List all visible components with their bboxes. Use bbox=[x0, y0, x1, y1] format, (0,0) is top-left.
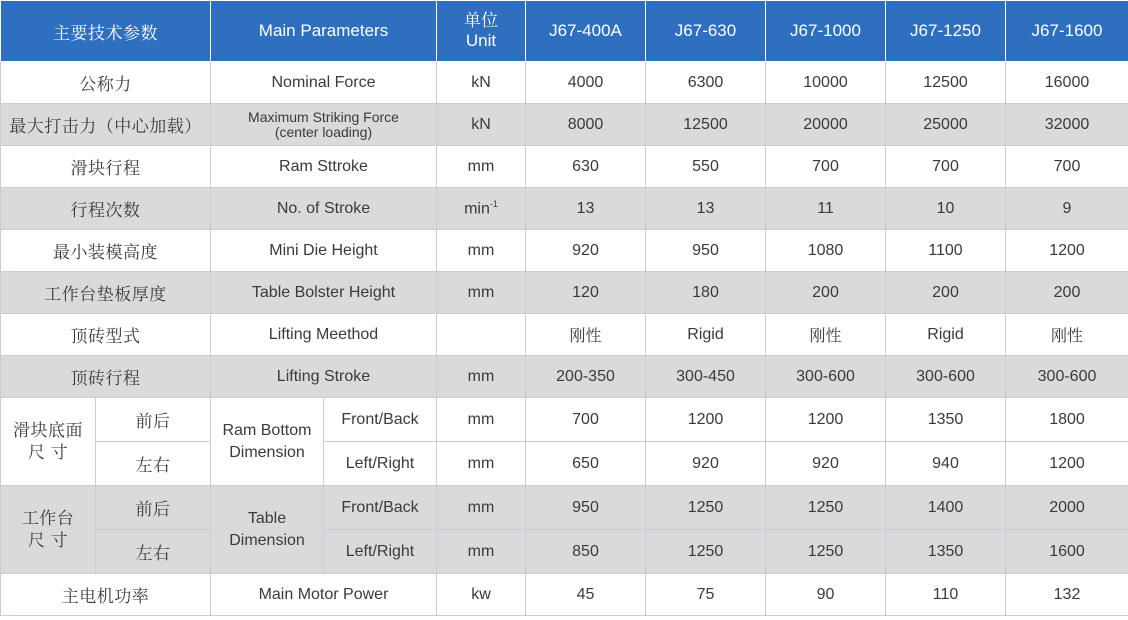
param-unit: mm bbox=[437, 356, 526, 398]
value-cell: 1250 bbox=[766, 530, 886, 574]
header-unit-cn: 单位 bbox=[464, 11, 498, 30]
table-row bbox=[1, 314, 1128, 356]
group-label-line: Table bbox=[247, 509, 287, 527]
param-en: Lifting Meethod bbox=[211, 314, 437, 356]
value-cell: 200 bbox=[766, 272, 886, 314]
value-cell: 940 bbox=[886, 442, 1006, 486]
group-label-line: Ram Bottom bbox=[222, 421, 312, 439]
value-cell: 300-600 bbox=[766, 356, 886, 398]
param-unit: mm bbox=[437, 146, 526, 188]
group-label-en bbox=[211, 398, 324, 486]
value-cell: 132 bbox=[1006, 574, 1128, 616]
param-unit: mm bbox=[437, 530, 526, 574]
value-cell: 6300 bbox=[646, 62, 766, 104]
value-cell: 1250 bbox=[646, 486, 766, 530]
value-cell: 920 bbox=[766, 442, 886, 486]
group-label-line: Dimension bbox=[229, 443, 305, 461]
value-cell: 950 bbox=[526, 486, 646, 530]
value-cell: 1200 bbox=[1006, 230, 1128, 272]
value-cell: Rigid bbox=[886, 314, 1006, 356]
value-cell: 10000 bbox=[766, 62, 886, 104]
value-cell: 25000 bbox=[886, 104, 1006, 146]
value-cell: 300-450 bbox=[646, 356, 766, 398]
header-model: J67-400A bbox=[526, 1, 646, 62]
value-cell: 75 bbox=[646, 574, 766, 616]
sub-param-en: Left/Right bbox=[324, 442, 437, 486]
param-en: Lifting Stroke bbox=[211, 356, 437, 398]
table-row bbox=[1, 530, 1128, 574]
value-cell: 200 bbox=[1006, 272, 1128, 314]
sub-param-en: Front/Back bbox=[324, 398, 437, 442]
header-model: J67-1000 bbox=[766, 1, 886, 62]
table-row bbox=[1, 230, 1128, 272]
value-cell: 650 bbox=[526, 442, 646, 486]
group-label-en bbox=[211, 486, 324, 574]
param-unit bbox=[437, 314, 526, 356]
value-cell: 1350 bbox=[886, 530, 1006, 574]
param-unit: kN bbox=[437, 104, 526, 146]
value-cell: 32000 bbox=[1006, 104, 1128, 146]
param-unit: kw bbox=[437, 574, 526, 616]
param-unit: mm bbox=[437, 442, 526, 486]
value-cell: 1100 bbox=[886, 230, 1006, 272]
value-cell: 700 bbox=[886, 146, 1006, 188]
value-cell: 12500 bbox=[646, 104, 766, 146]
param-cn: 最大打击力（中心加载） bbox=[1, 104, 211, 146]
header-model: J67-630 bbox=[646, 1, 766, 62]
value-cell: 700 bbox=[526, 398, 646, 442]
param-cn: 公称力 bbox=[1, 62, 211, 104]
param-cn: 顶砖行程 bbox=[1, 356, 211, 398]
value-cell: 刚性 bbox=[526, 314, 646, 356]
param-unit: mm bbox=[437, 272, 526, 314]
group-label-line: 滑块底面 bbox=[13, 420, 83, 440]
value-cell: 1250 bbox=[766, 486, 886, 530]
param-en: No. of Stroke bbox=[211, 188, 437, 230]
value-cell: 180 bbox=[646, 272, 766, 314]
param-en-line: (center loading) bbox=[274, 123, 373, 140]
group-label-line: 尺 寸 bbox=[27, 530, 69, 550]
param-cn: 滑块行程 bbox=[1, 146, 211, 188]
value-cell: 200-350 bbox=[526, 356, 646, 398]
value-cell: 110 bbox=[886, 574, 1006, 616]
param-cn: 最小装模高度 bbox=[1, 230, 211, 272]
value-cell: 630 bbox=[526, 146, 646, 188]
group-label-cn bbox=[1, 486, 96, 574]
value-cell: 1800 bbox=[1006, 398, 1128, 442]
param-cn: 工作台垫板厚度 bbox=[1, 272, 211, 314]
value-cell: 300-600 bbox=[886, 356, 1006, 398]
param-en: Main Motor Power bbox=[211, 574, 437, 616]
group-label-line: 工作台 bbox=[21, 508, 75, 528]
header-unit-en: Unit bbox=[465, 31, 497, 50]
value-cell: 1200 bbox=[766, 398, 886, 442]
value-cell: 9 bbox=[1006, 188, 1128, 230]
sub-param-en: Left/Right bbox=[324, 530, 437, 574]
header-row bbox=[1, 1, 1128, 62]
value-cell: 13 bbox=[526, 188, 646, 230]
value-cell: 8000 bbox=[526, 104, 646, 146]
header-unit bbox=[437, 1, 526, 62]
sub-param-cn: 左右 bbox=[96, 530, 211, 574]
header-model: J67-1600 bbox=[1006, 1, 1128, 62]
param-en: Ram Sttroke bbox=[211, 146, 437, 188]
value-cell: 850 bbox=[526, 530, 646, 574]
value-cell: 45 bbox=[526, 574, 646, 616]
value-cell: 1200 bbox=[1006, 442, 1128, 486]
table-row bbox=[1, 356, 1128, 398]
table-row bbox=[1, 442, 1128, 486]
header-en: Main Parameters bbox=[211, 1, 437, 62]
value-cell: 2000 bbox=[1006, 486, 1128, 530]
header-cn: 主要技术参数 bbox=[1, 1, 211, 62]
value-cell: 700 bbox=[1006, 146, 1128, 188]
param-en: Nominal Force bbox=[211, 62, 437, 104]
param-cn: 顶砖型式 bbox=[1, 314, 211, 356]
value-cell: 1400 bbox=[886, 486, 1006, 530]
param-unit: mm bbox=[437, 486, 526, 530]
table-row bbox=[1, 574, 1128, 616]
param-en-line: Maximum Striking Force bbox=[248, 108, 399, 125]
value-cell: 刚性 bbox=[766, 314, 886, 356]
sub-param-cn: 前后 bbox=[96, 398, 211, 442]
value-cell: 200 bbox=[886, 272, 1006, 314]
sub-param-en: Front/Back bbox=[324, 486, 437, 530]
table-row bbox=[1, 146, 1128, 188]
value-cell: 20000 bbox=[766, 104, 886, 146]
param-en: Table Bolster Height bbox=[211, 272, 437, 314]
table-row bbox=[1, 188, 1128, 230]
param-unit: kN bbox=[437, 62, 526, 104]
param-unit bbox=[437, 188, 526, 230]
param-unit: mm bbox=[437, 230, 526, 272]
value-cell: 550 bbox=[646, 146, 766, 188]
table-row bbox=[1, 62, 1128, 104]
group-label-cn bbox=[1, 398, 96, 486]
value-cell: 700 bbox=[766, 146, 886, 188]
value-cell: 1200 bbox=[646, 398, 766, 442]
table-row bbox=[1, 486, 1128, 530]
value-cell: 12500 bbox=[886, 62, 1006, 104]
value-cell: 300-600 bbox=[1006, 356, 1128, 398]
value-cell: 13 bbox=[646, 188, 766, 230]
param-cn: 行程次数 bbox=[1, 188, 211, 230]
value-cell: 11 bbox=[766, 188, 886, 230]
group-label-line: Dimension bbox=[229, 531, 305, 549]
value-cell: 刚性 bbox=[1006, 314, 1128, 356]
value-cell: 4000 bbox=[526, 62, 646, 104]
table-row bbox=[1, 104, 1128, 146]
group-label-line: 尺 寸 bbox=[27, 442, 69, 462]
unit-exponent: -1 bbox=[489, 198, 498, 209]
value-cell: 950 bbox=[646, 230, 766, 272]
value-cell: 90 bbox=[766, 574, 886, 616]
unit-text: min bbox=[464, 200, 490, 218]
param-unit: mm bbox=[437, 398, 526, 442]
value-cell: 16000 bbox=[1006, 62, 1128, 104]
header-model: J67-1250 bbox=[886, 1, 1006, 62]
sub-param-cn: 左右 bbox=[96, 442, 211, 486]
value-cell: 10 bbox=[886, 188, 1006, 230]
value-cell: 920 bbox=[646, 442, 766, 486]
sub-param-cn: 前后 bbox=[96, 486, 211, 530]
table-row bbox=[1, 272, 1128, 314]
value-cell: 1080 bbox=[766, 230, 886, 272]
value-cell: 120 bbox=[526, 272, 646, 314]
param-cn: 主电机功率 bbox=[1, 574, 211, 616]
value-cell: 1250 bbox=[646, 530, 766, 574]
value-cell: 1350 bbox=[886, 398, 1006, 442]
param-en: Mini Die Height bbox=[211, 230, 437, 272]
table-row bbox=[1, 398, 1128, 442]
value-cell: 1600 bbox=[1006, 530, 1128, 574]
value-cell: 920 bbox=[526, 230, 646, 272]
param-en bbox=[211, 104, 437, 146]
value-cell: Rigid bbox=[646, 314, 766, 356]
